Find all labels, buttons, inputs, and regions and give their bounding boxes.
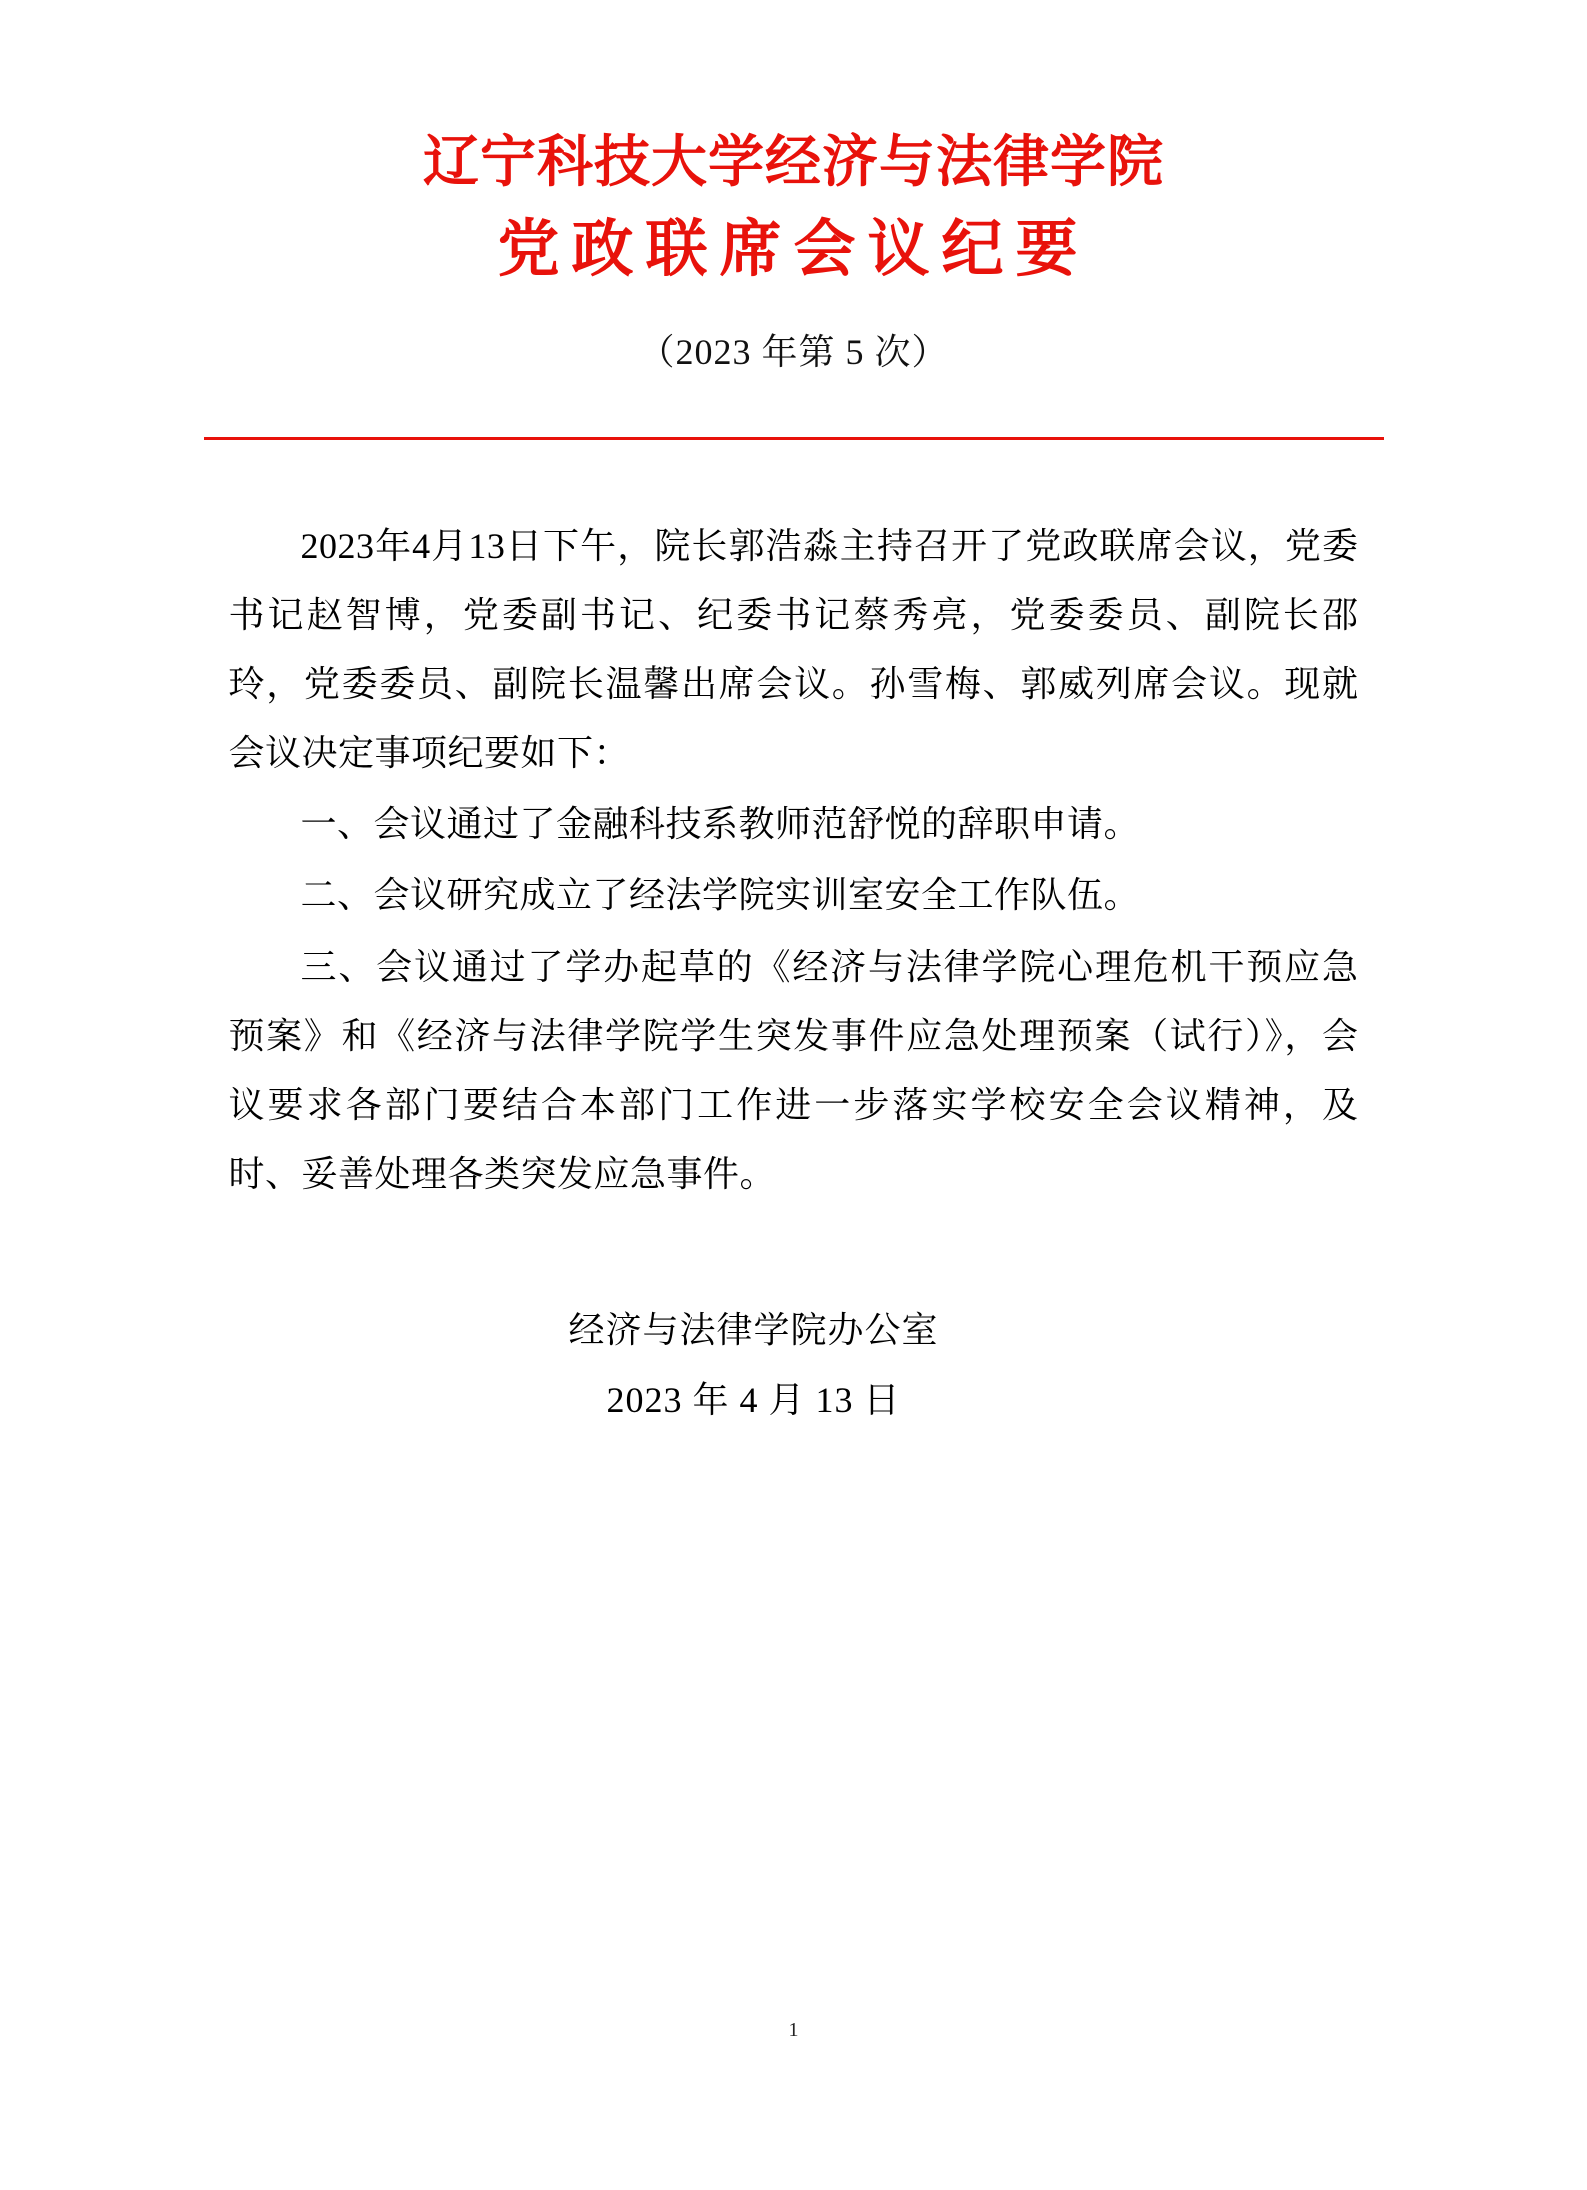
document-title-main: 党政联席会议纪要	[497, 212, 1090, 285]
document-title-organization: 辽宁科技大学经济与法律学院	[423, 130, 1164, 195]
signature-department: 经济与法律学院办公室	[568, 1309, 939, 1350]
document-subtitle-issue: （2023 年第 5 次）	[638, 331, 949, 372]
signature-date: 2023 年 4 月 13 日	[606, 1380, 901, 1421]
body-paragraph-item-1: 一、会议通过了金融科技系教师范舒悦的辞职申请。	[300, 804, 1141, 845]
document-header	[0, 0, 1587, 375]
body-paragraph-item-3: 三、会议通过了学办起草的《经济与法律学院心理危机干预应急预案》和《经济与法律学院学生突发事件应急处理预案（试行）》，会议要求各部门要结合本部门工作进一步落实学校安全会议精神，及时、妥善处理各类突发应急事件。	[228, 946, 1359, 1194]
page-number: 1	[788, 2019, 799, 2041]
body-paragraph-item-2: 二、会议研究成立了经法学院实训室安全工作队伍。	[300, 875, 1141, 916]
document-signature	[229, 1295, 1359, 1435]
document-body	[229, 440, 1359, 1209]
body-paragraph-intro: 2023年4月13日下午，院长郭浩淼主持召开了党政联席会议，党委书记赵智博，党委副书记、纪委书记蔡秀亮，党委委员、副院长邵玲，党委委员、副院长温馨出席会议。孙雪梅、郭威列席会议。现就会议决定事项纪要如下：	[228, 525, 1359, 774]
